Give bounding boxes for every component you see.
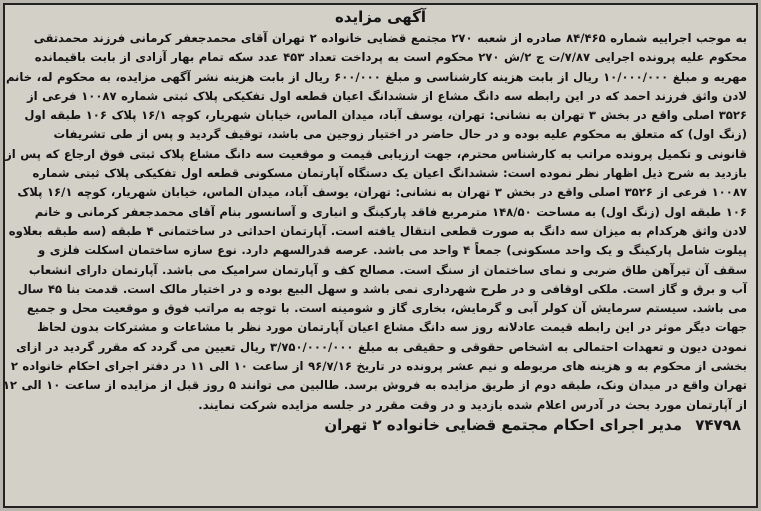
notice-line: سقف آن تیرآهن طاق ضربی و نمای ساختمان از سنگ است. مصالح کف و آپارتمان سرامیک می باشد. آپارتمان دارای انشعاب bbox=[28, 262, 747, 277]
notice-code: ۷۴۷۹۸ bbox=[695, 415, 741, 434]
notice-line: آب و برق و گاز است. ملکی اوقافی و در طرح شهرداری نمی باشد و سهل البیع بوده و در اختیار مالک است. قدمت بنا ۴۵ سال bbox=[17, 281, 747, 296]
notice-line: پیلوت شامل پارکینگ و یک واحد مسکونی) جمعاً ۴ واحد می باشد. عرصه قدرالسهم دارد. نوع سازه ساختمان اسکلت فلزی و bbox=[37, 243, 747, 258]
notice-line: جهات دیگر موثر در این رابطه قیمت عادلانه روز سه دانگ مشاع اعیان آپارتمان مورد نظر با مشاعات و مشترکات بدون لحاظ bbox=[37, 320, 747, 335]
notice-footer bbox=[14, 416, 747, 435]
notice-line: می باشد. سیستم سرمایش آن کولر آبی و گرمایش، بخاری گاز و شومینه است. با توجه به مراتب فوق و موقعیت محل و جمیع bbox=[26, 301, 747, 316]
notice-line: قانونی و تکمیل پرونده مراتب به کارشناس محترم، جهت ارزیابی قیمت و موقعیت سه دانگ مشاع پلاک ثبتی فوق ارجاع که پس از bbox=[5, 146, 747, 161]
notice-line: ۱۰۰۸۷ فرعی از ۳۵۲۶ اصلی واقع در بخش ۳ تهران به نشانی: تهران، یوسف آباد، میدان الماس، خیابان شهریار، کوچه ۱۶/۱ پلاک bbox=[17, 185, 747, 200]
notice-line: لادن واثق فرزند احمد که در این رابطه سه دانگ مشاع از ششدانگ اعیان قطعه اول تفکیکی پلاک ثبتی شماره ۱۰۰۸۷ فرعی از bbox=[27, 88, 747, 103]
notice-title: آگهی مزایده bbox=[334, 8, 427, 26]
notice-line: ۱۰۶ طبقه اول (زنگ اول) به مساحت ۱۴۸/۵۰ مترمربع فاقد پارکینگ و انباری و آسانسور بنام آقای محمدجعفر کرمانی و خانم bbox=[34, 204, 747, 219]
notice-signature: مدیر اجرای احکام مجتمع قضایی خانواده ۲ تهران bbox=[324, 415, 682, 434]
notice-line: لادن واثق هرکدام به میزان سه دانگ به صورت قطعی انتقال یافته است. آپارتمان احداثی در ساختمانی ۴ طبقه (سه طبقه بعلاوه bbox=[8, 223, 747, 238]
notice-line: به موجب اجراییه شماره ۸۴/۴۶۵ صادره از شعبه ۲۷۰ مجتمع قضایی خانواده ۲ تهران آقای محمدجعفر کرمانی فرزند محمدتقی bbox=[33, 31, 747, 45]
notice-line: ۳۵۲۶ اصلی واقع در بخش ۳ تهران به نشانی: تهران، یوسف آباد، میدان الماس، خیابان شهریار، کوچه ۱۶/۱ پلاک ۱۰۶ طبقه اول bbox=[24, 108, 747, 123]
notice-line: از آپارتمان مورد بحث در آدرس اعلام شده بازدید و در وقت مقرر در جلسه مزایده شرکت نمایند. bbox=[198, 397, 747, 412]
notice-line: بخشی از محکوم به و هزینه های مربوطه و نیم عشر پرونده در تاریخ ۹۶/۷/۱۶ از ساعت ۱۰ الی ۱۱ در دفتر اجرای احکام خانواده ۲ bbox=[10, 359, 747, 374]
notice-line: (زنگ اول) که متعلق به محکوم علیه بوده و در حال حاضر در اختیار زوجین می باشد، توقیف گردید و پس از طی تشریفات bbox=[53, 127, 747, 142]
notice-line: تهران واقع در میدان ونک، طبقه دوم از طریق مزایده به فروش برسد. طالبین می توانند ۵ روز قبل از مزایده از ساعت ۱۰ الی ۱۲ bbox=[2, 378, 747, 393]
notice-line: نمودن دیون و تعهدات احتمالی به اشخاص حقوقی و حقیقی به مبلغ ۳/۷۵۰/۰۰۰/۰۰۰ ریال تعیین می گردد که مقرر گردید در ازای bbox=[16, 339, 747, 354]
notice-line: بازدید به شرح ذیل اظهار نظر نموده است: ششدانگ اعیان یک دستگاه آپارتمان مسکونی قطعه اول تفکیکی پلاک ثبتی شماره bbox=[32, 166, 747, 181]
notice-line: محکوم علیه پرونده اجرایی ۷/۸۷/ت ج ۲/ش ۲۷۰ محکوم است به پرداخت تعداد ۴۵۳ عدد سکه تمام بهار آزادی از بابت باقیمانده bbox=[34, 50, 747, 65]
notice-body bbox=[2, 29, 747, 415]
notice-line: مهریه و مبلغ ۱۰/۰۰۰/۰۰۰ ریال از بابت هزینه کارشناسی و مبلغ ۶۰۰/۰۰۰ ریال از بابت هزینه نشر آگهی مزایده، به محکوم له، خانم bbox=[5, 69, 747, 84]
auction-notice bbox=[3, 3, 758, 508]
